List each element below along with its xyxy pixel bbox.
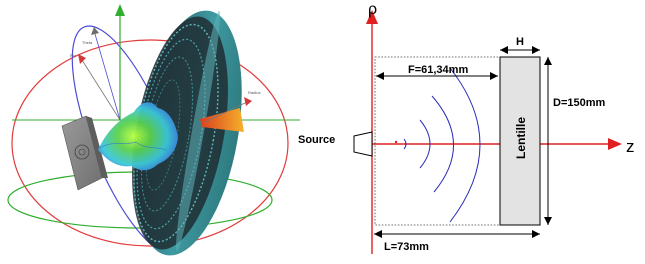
- theta-axis-label: Theta: [82, 40, 93, 45]
- right-stem-arrowhead: [244, 97, 252, 106]
- lens-antenna-3d-figure: [8, 2, 300, 264]
- source-label: Source: [298, 134, 336, 146]
- focal-length-label: F=61,34mm: [408, 64, 469, 76]
- focal-dimension-arrow-left: [376, 72, 384, 80]
- rho-axis-label: ρ: [368, 1, 378, 18]
- height-label: H: [516, 36, 524, 48]
- lens-label: Lentille: [514, 116, 528, 160]
- wavefront-arc-4: [450, 68, 480, 222]
- z-axis-label: z: [626, 137, 635, 156]
- phi-axis-label: Phi: [70, 53, 76, 58]
- height-dimension-arrow-left: [500, 46, 508, 54]
- radius-axis-label: Radius: [248, 90, 261, 95]
- source-feed-horn: [354, 132, 372, 156]
- focal-dimension-arrow-right: [490, 72, 498, 80]
- z-axis-arrowhead: [608, 138, 622, 150]
- diameter-dimension-arrow-bottom: [544, 217, 552, 225]
- diameter-dimension-arrow-top: [544, 57, 552, 65]
- dotted-outline: [375, 57, 500, 225]
- length-dimension-arrow-left: [374, 230, 382, 238]
- diagonal-axis-arrowhead: [78, 54, 86, 64]
- lens-schematic: [298, 1, 635, 254]
- phase-center-dot: [395, 141, 397, 143]
- length-label: L=73mm: [384, 241, 429, 253]
- blue-stem: [95, 34, 120, 120]
- diagonal-axis: [82, 60, 120, 120]
- diameter-label: D=150mm: [553, 97, 606, 109]
- length-dimension-arrow-right: [532, 230, 540, 238]
- vertical-axis-arrowhead: [115, 4, 125, 16]
- height-dimension-arrow-right: [532, 46, 540, 54]
